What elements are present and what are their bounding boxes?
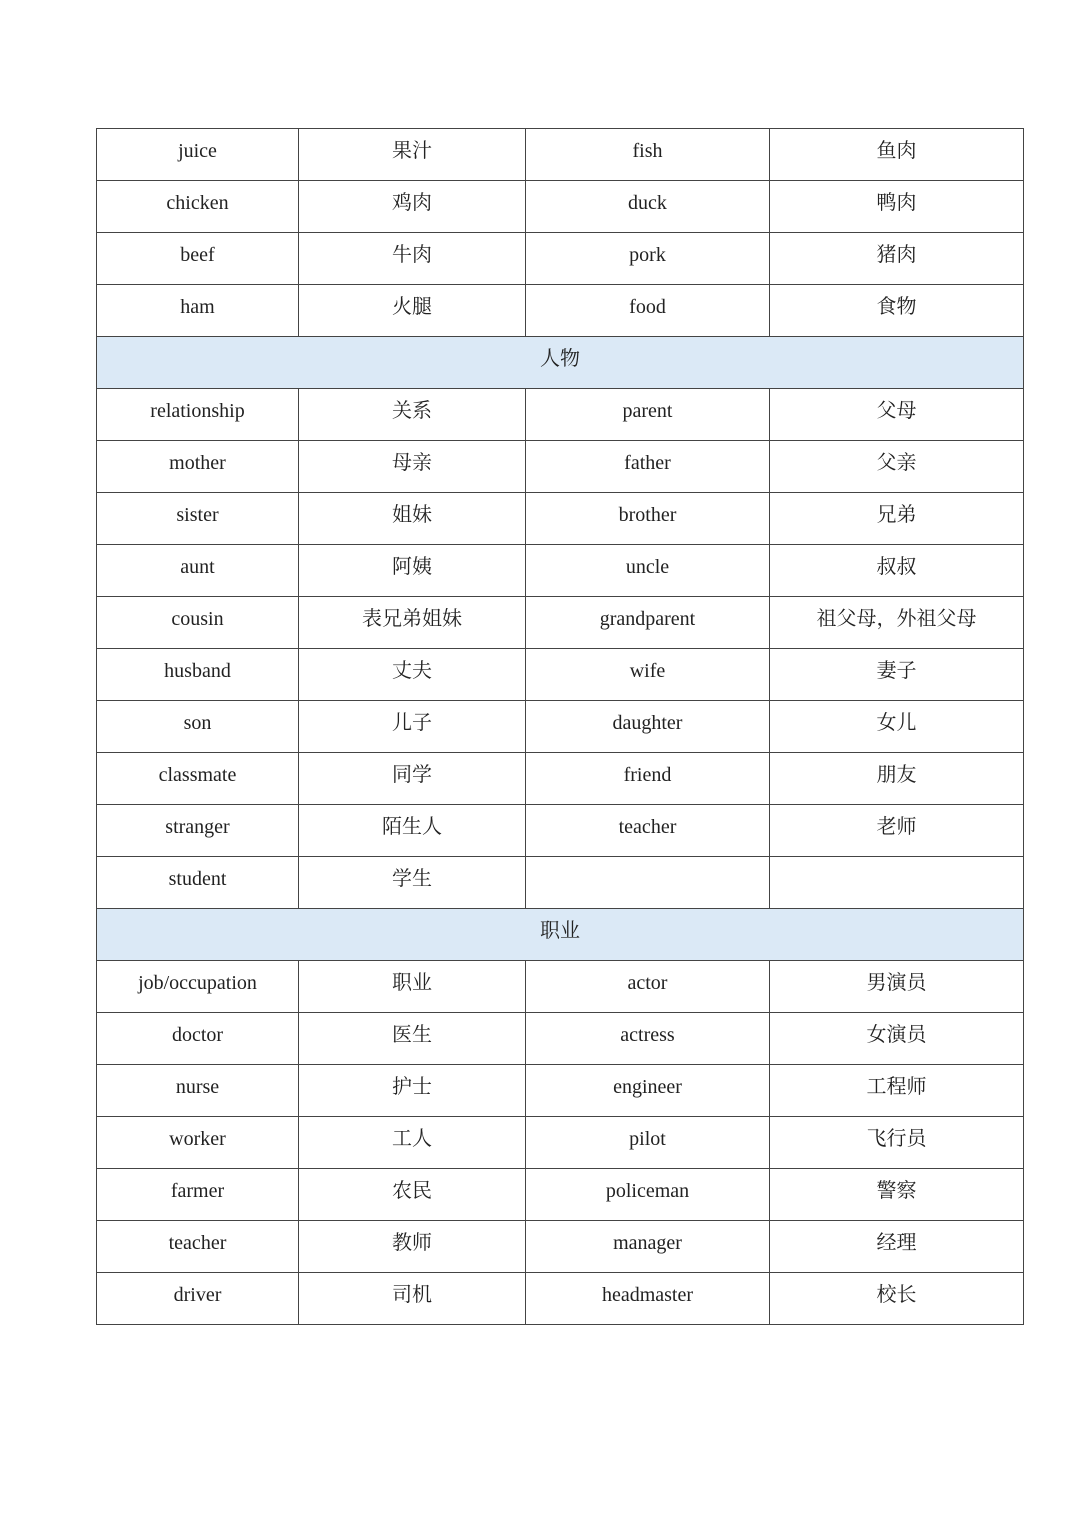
english-word-cell: pork	[526, 233, 770, 285]
english-word-cell	[526, 857, 770, 909]
chinese-meaning-cell: 司机	[299, 1273, 526, 1325]
english-word-cell: nurse	[97, 1065, 299, 1117]
chinese-meaning-cell: 工程师	[770, 1065, 1024, 1117]
english-word-cell: husband	[97, 649, 299, 701]
section-header-row	[97, 909, 1024, 961]
chinese-meaning-cell: 火腿	[299, 285, 526, 337]
chinese-meaning-cell: 鸡肉	[299, 181, 526, 233]
chinese-meaning-cell: 警察	[770, 1169, 1024, 1221]
chinese-meaning-cell: 学生	[299, 857, 526, 909]
chinese-meaning-cell: 农民	[299, 1169, 526, 1221]
vocab-row	[97, 1117, 1024, 1169]
english-word-cell: food	[526, 285, 770, 337]
chinese-meaning-cell: 鸭肉	[770, 181, 1024, 233]
english-word-cell: cousin	[97, 597, 299, 649]
vocab-row	[97, 961, 1024, 1013]
english-word-cell: daughter	[526, 701, 770, 753]
chinese-meaning-cell: 丈夫	[299, 649, 526, 701]
english-word-cell: teacher	[526, 805, 770, 857]
chinese-meaning-cell: 女演员	[770, 1013, 1024, 1065]
vocab-row	[97, 597, 1024, 649]
english-word-cell: uncle	[526, 545, 770, 597]
english-word-cell: father	[526, 441, 770, 493]
chinese-meaning-cell: 职业	[299, 961, 526, 1013]
chinese-meaning-cell: 男演员	[770, 961, 1024, 1013]
section-title: 人物	[97, 337, 1024, 389]
chinese-meaning-cell: 经理	[770, 1221, 1024, 1273]
english-word-cell: ham	[97, 285, 299, 337]
chinese-meaning-cell: 教师	[299, 1221, 526, 1273]
section-title: 职业	[97, 909, 1024, 961]
chinese-meaning-cell: 叔叔	[770, 545, 1024, 597]
english-word-cell: driver	[97, 1273, 299, 1325]
vocab-row	[97, 545, 1024, 597]
vocab-row	[97, 181, 1024, 233]
english-word-cell: wife	[526, 649, 770, 701]
english-word-cell: beef	[97, 233, 299, 285]
english-word-cell: job/occupation	[97, 961, 299, 1013]
chinese-meaning-cell: 表兄弟姐妹	[299, 597, 526, 649]
chinese-meaning-cell: 校长	[770, 1273, 1024, 1325]
english-word-cell: grandparent	[526, 597, 770, 649]
chinese-meaning-cell: 父母	[770, 389, 1024, 441]
english-word-cell: mother	[97, 441, 299, 493]
english-word-cell: pilot	[526, 1117, 770, 1169]
vocabulary-table	[96, 128, 1024, 1325]
chinese-meaning-cell: 果汁	[299, 129, 526, 181]
vocab-row	[97, 493, 1024, 545]
chinese-meaning-cell: 牛肉	[299, 233, 526, 285]
vocab-row	[97, 805, 1024, 857]
chinese-meaning-cell: 老师	[770, 805, 1024, 857]
vocab-row	[97, 441, 1024, 493]
vocab-row	[97, 285, 1024, 337]
english-word-cell: juice	[97, 129, 299, 181]
english-word-cell: engineer	[526, 1065, 770, 1117]
english-word-cell: brother	[526, 493, 770, 545]
english-word-cell: friend	[526, 753, 770, 805]
english-word-cell: chicken	[97, 181, 299, 233]
english-word-cell: student	[97, 857, 299, 909]
chinese-meaning-cell: 飞行员	[770, 1117, 1024, 1169]
chinese-meaning-cell: 阿姨	[299, 545, 526, 597]
english-word-cell: sister	[97, 493, 299, 545]
vocabulary-table-body	[97, 129, 1024, 1325]
chinese-meaning-cell: 姐妹	[299, 493, 526, 545]
english-word-cell: teacher	[97, 1221, 299, 1273]
vocab-row	[97, 1013, 1024, 1065]
chinese-meaning-cell: 猪肉	[770, 233, 1024, 285]
chinese-meaning-cell: 祖父母，外祖父母	[770, 597, 1024, 649]
chinese-meaning-cell: 关系	[299, 389, 526, 441]
section-header-row	[97, 337, 1024, 389]
chinese-meaning-cell	[770, 857, 1024, 909]
chinese-meaning-cell: 女儿	[770, 701, 1024, 753]
chinese-meaning-cell: 陌生人	[299, 805, 526, 857]
english-word-cell: relationship	[97, 389, 299, 441]
english-word-cell: aunt	[97, 545, 299, 597]
vocab-row	[97, 1221, 1024, 1273]
english-word-cell: parent	[526, 389, 770, 441]
chinese-meaning-cell: 儿子	[299, 701, 526, 753]
vocab-row	[97, 233, 1024, 285]
english-word-cell: policeman	[526, 1169, 770, 1221]
chinese-meaning-cell: 护士	[299, 1065, 526, 1117]
english-word-cell: doctor	[97, 1013, 299, 1065]
vocab-row	[97, 389, 1024, 441]
english-word-cell: farmer	[97, 1169, 299, 1221]
english-word-cell: fish	[526, 129, 770, 181]
vocab-row	[97, 857, 1024, 909]
chinese-meaning-cell: 妻子	[770, 649, 1024, 701]
chinese-meaning-cell: 朋友	[770, 753, 1024, 805]
chinese-meaning-cell: 同学	[299, 753, 526, 805]
english-word-cell: classmate	[97, 753, 299, 805]
english-word-cell: duck	[526, 181, 770, 233]
vocab-row	[97, 649, 1024, 701]
vocab-row	[97, 701, 1024, 753]
chinese-meaning-cell: 母亲	[299, 441, 526, 493]
english-word-cell: son	[97, 701, 299, 753]
vocab-row	[97, 1065, 1024, 1117]
chinese-meaning-cell: 父亲	[770, 441, 1024, 493]
chinese-meaning-cell: 兄弟	[770, 493, 1024, 545]
english-word-cell: actor	[526, 961, 770, 1013]
vocab-row	[97, 753, 1024, 805]
chinese-meaning-cell: 工人	[299, 1117, 526, 1169]
vocab-row	[97, 1169, 1024, 1221]
english-word-cell: headmaster	[526, 1273, 770, 1325]
english-word-cell: actress	[526, 1013, 770, 1065]
english-word-cell: manager	[526, 1221, 770, 1273]
chinese-meaning-cell: 医生	[299, 1013, 526, 1065]
english-word-cell: worker	[97, 1117, 299, 1169]
chinese-meaning-cell: 鱼肉	[770, 129, 1024, 181]
vocab-row	[97, 129, 1024, 181]
vocab-row	[97, 1273, 1024, 1325]
english-word-cell: stranger	[97, 805, 299, 857]
chinese-meaning-cell: 食物	[770, 285, 1024, 337]
